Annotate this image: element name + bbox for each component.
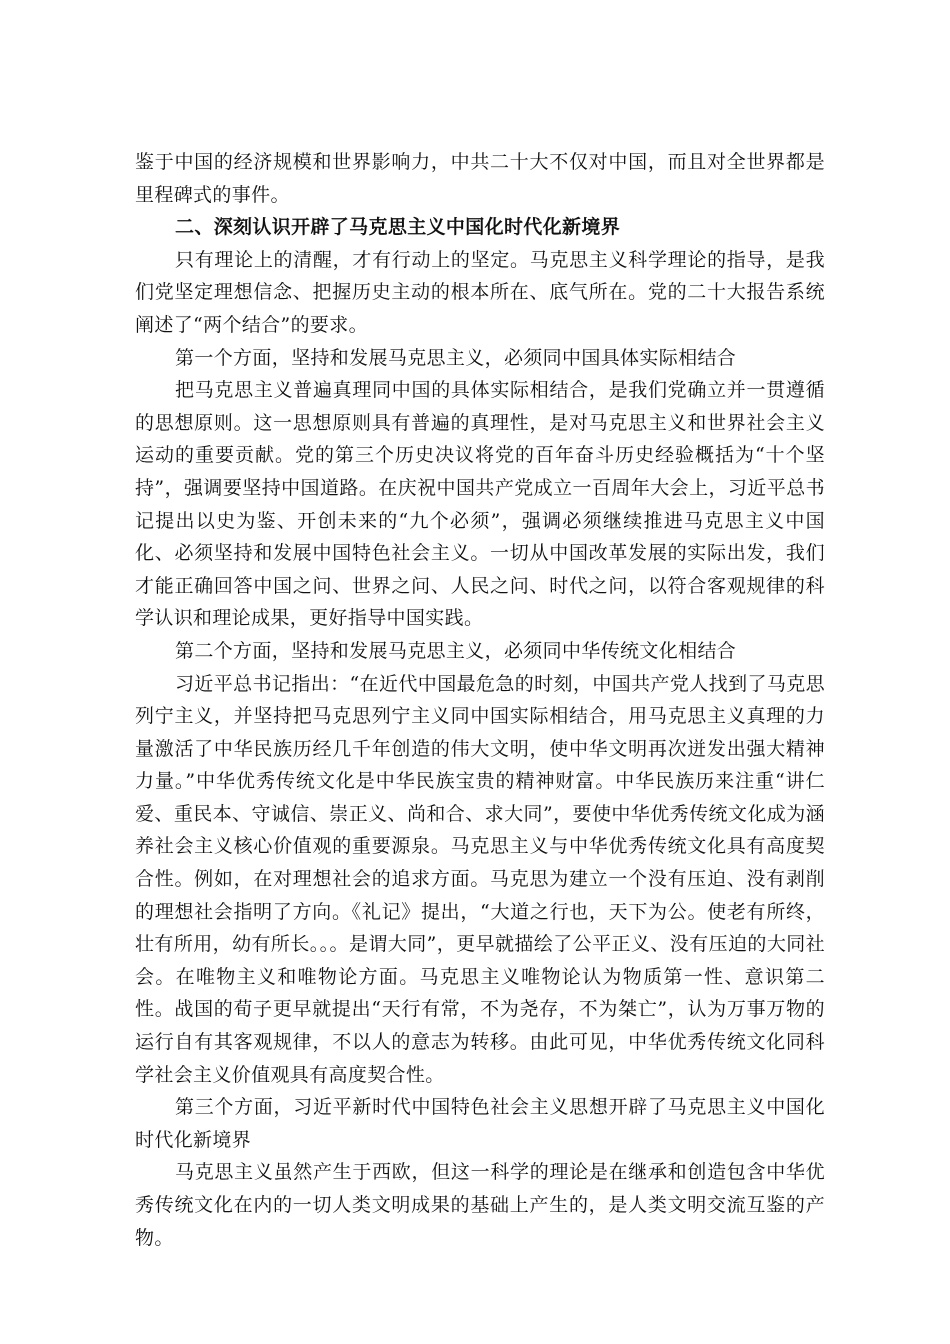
subheading-third-aspect: 第三个方面，习近平新时代中国特色社会主义思想开辟了马克思主义中国化时代化新境界 (135, 1096, 825, 1151)
paragraph: 马克思主义虽然产生于西欧，但这一科学的理论是在继承和创造包含中华优秀传统文化在内的一切人类文明成果的基础上产生的，是人类文明交流互鉴的产物。 (135, 1161, 825, 1249)
subheading-second-aspect: 第二个方面，坚持和发展马克思主义，必须同中华传统文化相结合 (175, 639, 737, 662)
paragraph-continuation: 鉴于中国的经济规模和世界影响力，中共二十大不仅对中国，而且对全世界都是里程碑式的事件。 (135, 151, 825, 206)
subheading-first-aspect: 第一个方面，坚持和发展马克思主义，必须同中国具体实际相结合 (175, 346, 737, 369)
document-body (135, 146, 825, 1254)
paragraph: 把马克思主义普遍真理同中国的具体实际相结合，是我们党确立并一贯遵循的思想原则。这一思想原则具有普遍的真理性，是对马克思主义和世界社会主义运动的重要贡献。党的第三个历史决议将党的百年奋斗历史经验概括为“十个坚持”，强调要坚持中国道路。在庆祝中国共产党成立一百周年大会上，习近平总书记提出以史为鉴、开创未来的“九个必须”，强调必须继续推进马克思主义中国化、必须坚持和发展中国特色社会主义。一切从中国改革发展的实际出发，我们才能正确回答中国之问、世界之问、人民之问、时代之问，以符合客观规律的科学认识和理论成果，更好指导中国实践。 (135, 379, 825, 630)
paragraph: 只有理论上的清醒，才有行动上的坚定。马克思主义科学理论的指导，是我们党坚定理想信念、把握历史主动的根本所在、底气所在。党的二十大报告系统阐述了“两个结合”的要求。 (135, 248, 825, 336)
section-heading: 二、深刻认识开辟了马克思主义中国化时代化新境界 (175, 216, 621, 239)
paragraph: 习近平总书记指出：“在近代中国最危急的时刻，中国共产党人找到了马克思列宁主义，并坚持把马克思列宁主义同中国实际相结合，用马克思主义真理的力量激活了中华民族历经几千年创造的伟大文明，使中华文明再次迸发出强大精神力量。”中华优秀传统文化是中华民族宝贵的精神财富。中华民族历来注重“讲仁爱、重民本、守诚信、崇正义、尚和合、求大同”，要使中华优秀传统文化成为涵养社会主义核心价值观的重要源泉。马克思主义与中华优秀传统文化具有高度契合性。例如，在对理想社会的追求方面。马克思为建立一个没有压迫、没有剥削的理想社会指明了方向。《礼记》提出，“大道之行也，天下为公。使老有所终，壮有所用，幼有所长。。。是谓大同”，更早就描绘了公平正义、没有压迫的大同社会。在唯物主义和唯物论方面。马克思主义唯物论认为物质第一性、意识第二性。战国的荀子更早就提出“天行有常，不为尧存，不为桀亡”，认为万事万物的运行自有其客观规律，不以人的意志为转移。由此可见，中华优秀传统文化同科学社会主义价值观具有高度契合性。 (135, 672, 825, 1086)
